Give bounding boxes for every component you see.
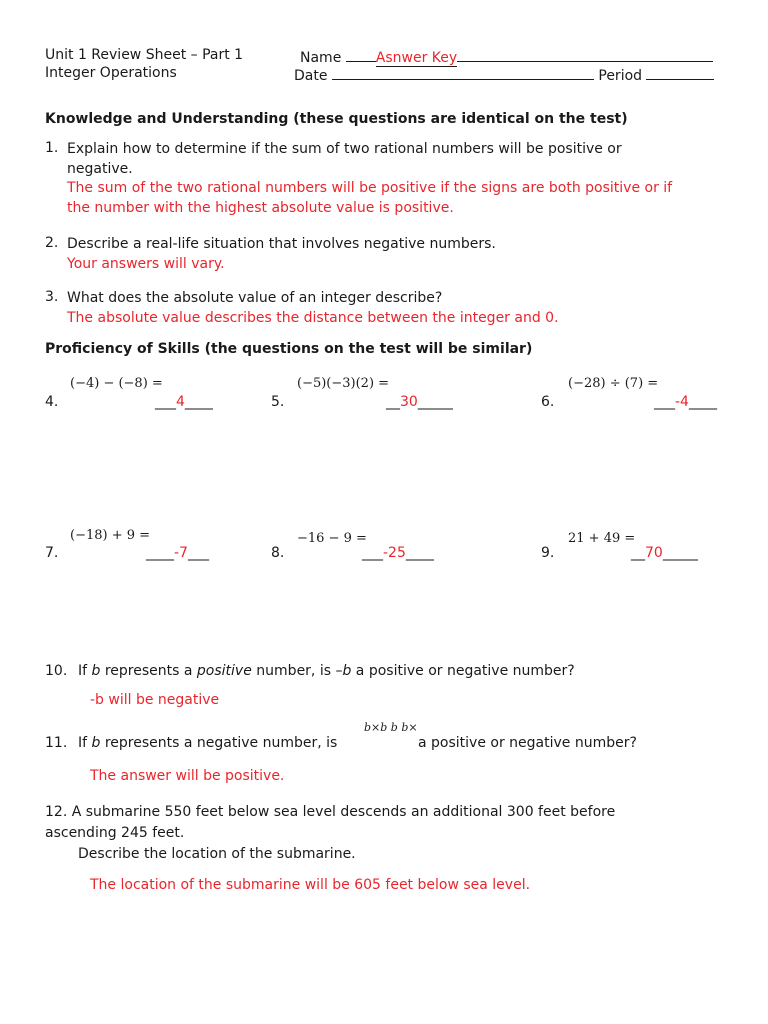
q2-number: 2.	[45, 235, 59, 251]
problem-9-blank-pre: __	[631, 545, 645, 561]
q2-question: Describe a real-life situation that involves negative numbers.	[67, 236, 496, 252]
problem-6-expression: (−28) ÷ (7) =	[568, 376, 659, 391]
problem-5-answer-field[interactable]	[386, 394, 453, 410]
q10-italic-word: positive	[196, 663, 252, 679]
q12-text-line3: Describe the location of the submarine.	[78, 846, 356, 862]
name-value[interactable]: Asnwer Key	[375, 50, 458, 66]
q10-text	[78, 663, 575, 679]
q11-text-pre: If	[78, 735, 92, 751]
q10-number: 10.	[45, 663, 68, 679]
problem-5-blank-pre: __	[386, 394, 400, 410]
q12-answer: The location of the submarine will be 605 feet below sea level.	[90, 877, 531, 893]
sheet-subtitle: Integer Operations	[45, 65, 177, 81]
problem-4-number: 4.	[45, 394, 59, 410]
q12-text-line2: ascending 245 feet.	[45, 825, 185, 841]
q3-text	[67, 289, 559, 328]
problem-8-answer: -25	[383, 545, 406, 561]
q11-var1: b	[91, 735, 101, 751]
problem-9-answer-field[interactable]	[631, 545, 698, 561]
q10-var2: b	[342, 663, 352, 679]
q11-text-mid: represents a negative number, is	[100, 735, 338, 751]
problem-7-answer-field[interactable]	[146, 545, 209, 561]
q3-answer: The absolute value describes the distance between the integer and 0.	[67, 309, 559, 326]
q1-text	[67, 140, 672, 218]
q11-text	[78, 735, 337, 751]
sheet-title: Unit 1 Review Sheet – Part 1	[45, 47, 244, 63]
q1-answer-line2: the number with the highest absolute value is positive.	[67, 199, 454, 216]
problem-6-answer-field[interactable]	[654, 394, 717, 410]
problem-7-blank-pre: ____	[146, 545, 174, 561]
problem-4-answer-field[interactable]	[155, 394, 213, 410]
problem-4-answer: 4	[176, 394, 185, 410]
problem-4-blank-post: ____	[184, 394, 213, 410]
q10-var1: b	[91, 663, 101, 679]
problem-7-number: 7.	[45, 545, 59, 561]
q12-text	[45, 802, 615, 865]
period-label: Period	[598, 68, 643, 84]
q3-question: What does the absolute value of an integer describe?	[67, 290, 443, 306]
q10-text-mid1: represents a	[100, 663, 197, 679]
q12-text-line1: 12. A submarine 550 feet below sea level descends an additional 300 feet before	[45, 804, 616, 820]
date-row	[294, 65, 714, 84]
problem-8-blank-post: ____	[405, 545, 434, 561]
q10-text-pre: If	[78, 663, 92, 679]
date-label: Date	[294, 68, 328, 84]
name-blank-post	[457, 47, 713, 62]
problem-9-answer: 70	[645, 545, 663, 561]
q2-text	[67, 235, 496, 274]
period-field[interactable]	[646, 65, 714, 80]
q11-expression: b×b b b×	[364, 721, 418, 734]
q10-text-post: a positive or negative number?	[351, 663, 575, 679]
problem-8-answer-field[interactable]	[362, 545, 434, 561]
q11-number: 11.	[45, 735, 68, 751]
problem-9-number: 9.	[541, 545, 555, 561]
section1-heading: Knowledge and Understanding (these questions are identical on the test)	[45, 111, 628, 127]
name-blank-pre	[346, 47, 376, 62]
section2-heading: Proficiency of Skills (the questions on the test will be similar)	[45, 341, 533, 357]
q1-number: 1.	[45, 140, 59, 156]
q11-text-post: a positive or negative number?	[418, 735, 637, 751]
problem-9-expression: 21 + 49 =	[568, 531, 636, 546]
problem-6-blank-pre: ___	[654, 394, 675, 410]
q1-answer-line1: The sum of the two rational numbers will be positive if the signs are both positive or if	[67, 180, 673, 196]
name-label: Name	[300, 50, 342, 66]
problem-6-number: 6.	[541, 394, 555, 410]
problem-7-expression: (−18) + 9 =	[70, 528, 151, 543]
name-row	[300, 47, 713, 66]
problem-7-answer: -7	[174, 545, 188, 561]
problem-8-expression: −16 − 9 =	[297, 531, 367, 546]
q1-text-line2: negative.	[67, 160, 133, 177]
problem-4-expression: (−4) − (−8) =	[70, 376, 163, 391]
problem-4-blank-pre: ___	[155, 394, 176, 410]
problem-7-blank-post: ___	[187, 545, 209, 561]
q3-number: 3.	[45, 289, 59, 305]
date-field[interactable]	[332, 65, 594, 80]
problem-5-number: 5.	[271, 394, 285, 410]
problem-5-expression: (−5)(−3)(2) =	[297, 376, 390, 391]
q10-text-mid2: number, is –	[251, 663, 343, 679]
q1-text-line1: Explain how to determine if the sum of two rational numbers will be positive or	[67, 141, 622, 157]
problem-8-blank-pre: ___	[362, 545, 383, 561]
problem-8-number: 8.	[271, 545, 285, 561]
problem-5-blank-post: _____	[417, 394, 453, 410]
q11-answer: The answer will be positive.	[90, 768, 285, 784]
problem-5-answer: 30	[400, 394, 418, 410]
problem-6-answer: -4	[675, 394, 689, 410]
q2-answer: Your answers will vary.	[67, 255, 225, 272]
q10-answer: -b will be negative	[90, 692, 220, 708]
problem-9-blank-post: _____	[662, 545, 698, 561]
problem-6-blank-post: ____	[688, 394, 717, 410]
